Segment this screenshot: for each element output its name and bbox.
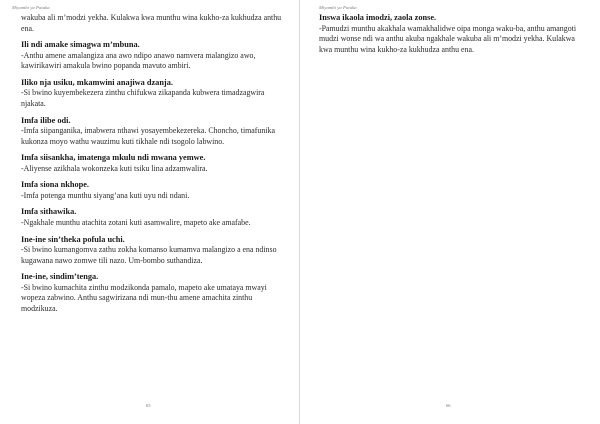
proverb-explanation: -Ngakhale munthu atachita zotani kuti asamwalire, mapeto ake amafabe.	[21, 217, 251, 227]
proverb-explanation: -Imfa siipanganika, imabwera nthawi yosayembekezereka. Choncho, timafunika kukonza moyo wathu wauzimu kuti tikhale ndi tsogolo labwino.	[21, 126, 275, 146]
proverb-heading: Inswa ikaola imodzi, zaola zonse.	[319, 13, 437, 22]
proverb-entry	[21, 153, 283, 174]
proverb-heading: Iliko nja usiku, mkamwini anajiwa dzanja.	[21, 77, 173, 87]
page-content	[319, 13, 583, 61]
proverb-heading: Ine-ine sin’theka pofula uchi.	[21, 234, 125, 244]
right-page	[300, 0, 600, 424]
proverb-entry	[21, 180, 283, 201]
proverb-entry	[21, 235, 283, 267]
proverb-explanation: -Imfa potenga munthu siyang’ana kuti uyu ndi ndani.	[21, 190, 190, 200]
proverb-explanation: -Si bwino kumangomva zathu zokha komanso kumamva malangizo a ena ndinso kugawana nawo zomwe tili nazo. Um-bombo suthandiza.	[21, 245, 277, 265]
running-head: Miyambi ya Patuka	[319, 5, 357, 10]
proverb-heading: Imfa siona nkhope.	[21, 180, 90, 190]
proverb-entry	[21, 78, 283, 110]
proverb-heading: Imfa ilibe odi.	[21, 115, 71, 125]
proverb-explanation: -Pamudzi munthu akakhala wamakhalidwe oipa monga waku-ba, anthu amangoti mudzi wonse ndi wa anthu akuba ngakhale wakuba ali m’modzi yekha. Kulakwa kwa munthu wina kukho-za kukhudza anthu ena.	[319, 23, 577, 54]
proverb-entry	[21, 116, 283, 148]
proverb-heading: Ine-ine, sindim’tenga.	[21, 272, 99, 282]
intro-paragraph	[21, 13, 283, 34]
page-content	[21, 13, 283, 321]
proverb-explanation: -Anthu amene amalangiza ana awo ndipo anawo namvera malangizo awo, kawirikawiri amakula bwino popanda mavuto ambiri.	[21, 50, 256, 71]
proverb-explanation: -Aliyense azikhala wokonzeka kuti tsiku lina adzamwalira.	[21, 163, 208, 173]
proverb-explanation: -Si bwino kumachita zinthu modzikonda pamalo, mapeto ake umataya mwayi wopeza zabwino. Anthu sagwirizana ndi mun-thu amene amachita zinthu modzikuza.	[21, 282, 267, 313]
proverb-explanation: -Si bwino kuyembekezera zinthu chifukwa zikapanda kubwera timadzagwira njakata.	[21, 88, 265, 108]
proverb-heading: Imfa siisankha, imatenga mkulu ndi mwana yemwe.	[21, 153, 206, 163]
proverb-entry	[319, 13, 583, 55]
proverb-entry	[21, 272, 283, 314]
proverb-heading: Ili ndi amake simagwa m’mbuna.	[21, 40, 140, 50]
proverb-entry	[21, 40, 283, 72]
entry-text: wakuba ali m’modzi yekha. Kulakwa kwa munthu wina kukho-za kukhudza anthu ena.	[21, 13, 282, 33]
proverb-heading: Imfa sithawika.	[21, 207, 77, 217]
page-number: 65	[146, 403, 151, 408]
running-head: Miyambi ya Patuka	[12, 5, 50, 10]
page-number: 66	[446, 403, 451, 408]
proverb-entry	[21, 207, 283, 228]
